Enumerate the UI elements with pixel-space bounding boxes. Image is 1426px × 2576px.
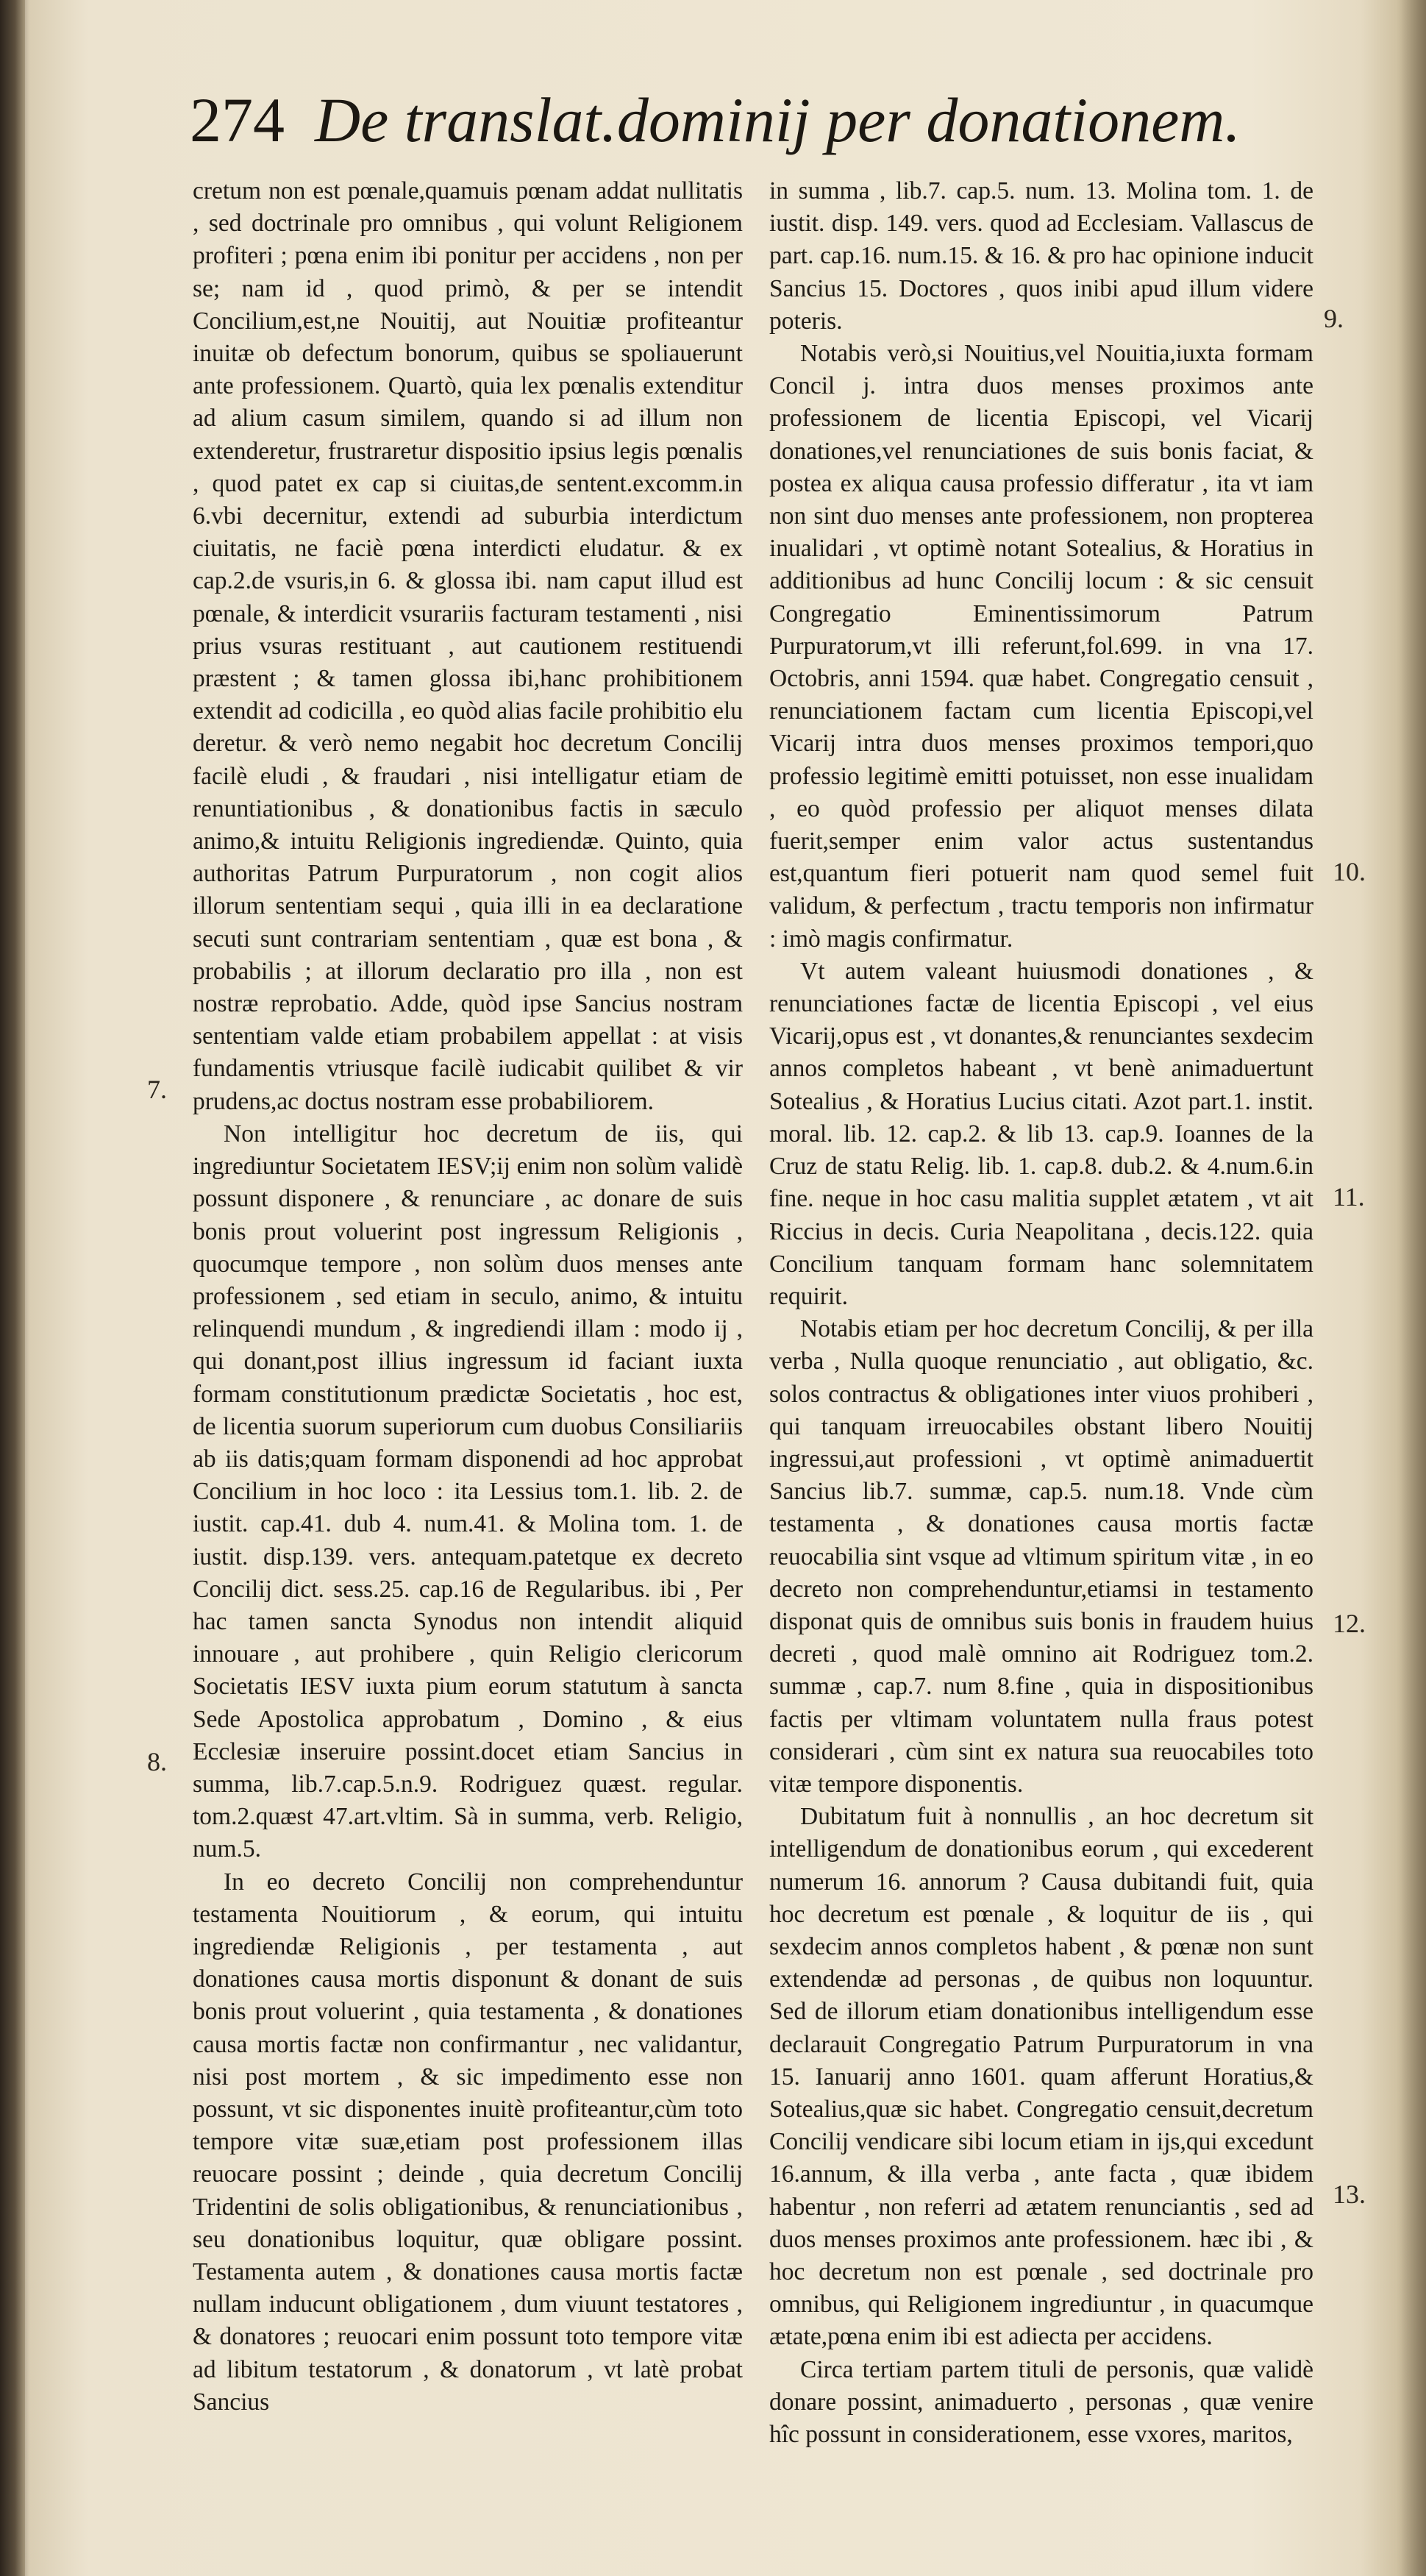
margin-number: 8. [147, 1747, 167, 1776]
paragraph: Dubitatum fuit à nonnullis , an hoc decretum sit intelligendum de donationibus eorum , qui excederent numerum 16. annorum ? Causa dubitandi fuit, quia hoc decretum est pœnale , & loquitur de iis , qui sexdecim annos completos habent , & pœnæ non sunt extendendæ ad personas , de quibus non loquuntur. Sed de illorum etiam donationibus intelligendum esse declarauit Congregatio Patrum Purpuratorum in vna 15. Ianuarij anno 1601. quam afferunt Horatius,& Sotealius,quæ sic habet. Congregatio censuit,decretum Concilij vendicare sibi locum etiam in ijs,qui excedunt 16.annum, & illa verba , ante facta , quæ ibidem habentur , non referri ad ætatem renunciantis , sed ad duos menses proximos ante professionem. hæc ibi , & hoc decretum non est pœnale , sed doctrinale pro omnibus, qui Religionem ingrediuntur , in quacumque ætate,pœna enim ibi est adiecta per accidens. [769, 1803, 1313, 2351]
margin-number: 7. [147, 1075, 167, 1104]
left-column [193, 175, 743, 2419]
margin-number: 13. [1333, 2180, 1366, 2209]
margin-number: 11. [1333, 1182, 1365, 1211]
paragraph: cretum non est pœnale,quamuis pœnam addat nullitatis , sed doctrinale pro omnibus , qui volunt Religionem profiteri ; pœna enim ibi ponitur per accidens , non per se; nam id , quod primò, & per se intendit Concilium,est,ne Nouitij, aut Nouitiæ profiteantur inuitæ ob defectum bonorum, quibus se spoliauerunt ante professionem. Quartò, quia lex pœnalis extenditur ad alium casum similem, quando si ad illum non extenderetur, frustraretur dispositio ipsius legis pœnalis , quod patet ex cap si ciuitas,de sentent.excomm.in 6.vbi decernitur, extendi ad suburbia interdictum ciuitatis, ne faciè pœna interdicti eludatur. & ex cap.2.de vsuris,in 6. & glossa ibi. nam caput illud est pœnale, & interdicit vsurariis facturam testamenti , nisi prius vsuras restituant , aut cautionem restituendi præstent ; & tamen glossa ibi,hanc prohibitionem extendit ad codicilla , eo quòd alias facile prohibitio elu deretur. & verò nemo negabit hoc decretum Concilij facilè eludi , & fraudari , nisi intelligatur etiam de renuntiationibus , & donationibus factis in sæculo animo,& intuitu Religionis ingrediendæ. Quinto, quia authoritas Patrum Purpuratorum , non cogit alios illorum sententiam sequi , quia illi in ea declaratione secuti sunt contrariam sententiam , quæ est bona , & probabilis ; at illorum declaratio pro illa , non est nostræ reprobatio. Adde, quòd ipse Sancius nostram sententiam valde etiam probabilem appellat : at visis fundamentis vtriusque facilè iudicabit quilibet & vir prudens,ac doctus nostram esse probabiliorem. [193, 177, 743, 1115]
margin-number: 9. [1324, 304, 1344, 333]
paragraph: Vt autem valeant huiusmodi donationes , & renunciationes factæ de licentia Episcopi , vel eius Vicarij,opus est , vt donantes,& renunciantes sexdecim annos completos habeant , vt benè animaduertunt Sotealius , & Horatius Lucius citati. Azot part.1. instit. moral. lib. 12. cap.2. & lib 13. cap.9. Ioannes de la Cruz de statu Relig. lib. 1. cap.8. dub.2. & 4.num.6.in fine. neque in hoc casu malitia supplet ætatem , vt ait Riccius in decis. Curia Neapolitana , decis.122. quia Concilium tanquam formam hanc solemnitatem requirit. [769, 957, 1313, 1310]
paragraph: Non intelligitur hoc decretum de iis, qui ingrediuntur Societatem IESV;ij enim non solùm validè possunt disponere , & renunciare , ac donare de suis bonis prout voluerint post ingressum Religionis , quocumque tempore , non solùm duos menses ante professionem , sed etiam in seculo, animo, & intuitu relinquendi mundum , & ingrediendi illam : modo ij , qui donant,post illius ingressum id faciant iuxta formam constitutionum prædictæ Societatis , hoc est, de licentia suorum superiorum cum duobus Consiliariis ab iis datis;quam formam disponendi ad hoc approbat Concilium in hoc loco : ita Lessius tom.1. lib. 2. de iustit. cap.41. dub 4. num.41. & Molina tom. 1. de iustit. disp.139. vers. antequam.patetque ex decreto Concilij dict. sess.25. cap.16 de Regularibus. ibi , Per hac tamen sancta Synodus non intendit aliquid innouare , aut prohibere , quin Religio clericorum Societatis IESV iuxta pium eorum statutum à sancta Sede Apostolica approbatum , Domino , & eius Ecclesiæ inseruire possint.docet etiam Sancius in summa, lib.7.cap.5.n.9. Rodriguez quæst. regular. tom.2.quæst 47.art.vltim. Sà in summa, verb. Religio, num.5. [193, 1120, 743, 1863]
paragraph: In eo decreto Concilij non comprehenduntur testamenta Nouitiorum , & eorum, qui intuitu ingrediendæ Religionis , per testamenta , aut donationes causa mortis disponunt & donant de suis bonis prout voluerint , quia testamenta , & donationes causa mortis factæ non confirmantur , nec validantur, nisi post mortem , & sic impedimento esse non possunt, vt sic disponentes inuitè profiteantur,cùm toto tempore vitæ suæ,etiam post professionem illas reuocare possint ; deinde , quia decretum Concilij Tridentini de solis obligationibus, & renunciationibus , seu donationibus loquitur, quæ obligare possint. Testamenta autem , & donationes causa mortis factæ nullam inducunt obligationem , dum viuunt testatores , & donatores ; reuocari enim possunt toto tempore vitæ ad libitum testatorum , & donatorum , vt latè probat Sancius [193, 1868, 743, 2416]
paragraph: Notabis verò,si Nouitius,vel Nouitia,iuxta formam Concil j. intra duos menses proximos ante professionem de licentia Episcopi, vel Vicarij donationes,vel renunciationes de suis bonis faciat, & postea ex aliqua causa professio differatur , ita vt iam non sint duo menses ante professionem, non propterea inualidari , vt optimè notant Sotealius, & Horatius in additionibus ad hunc Concilij locum : & sic censuit Congregatio Eminentissimorum Patrum Purpuratorum,vt illi referunt,fol.699. in vna 17. Octobris, anni 1594. quæ habet. Congregatio censuit , renunciationem factam cum licentia Episcopi,vel Vicarij intra duos menses proximos tempori,quo professio legitimè emitti potuisset, non esse inualidam , eo quòd professio per aliquot menses dilata fuerit,semper enim valor actus sustentandus est,quantum fieri potuerit nam quod semel fuit validum, & perfectum , tractu temporis non infirmatur : imò magis confirmatur. [769, 340, 1313, 953]
right-column [769, 175, 1313, 2451]
paragraph: Notabis etiam per hoc decretum Concilij, & per illa verba , Nulla quoque renunciatio , aut obligatio, &c. solos contractus & obligationes inter viuos prohiberi , qui tanquam irreuocabiles obstant libero Nouitij ingressui,aut professioni , vt optimè animaduertit Sancius lib.7. summæ, cap.5. num.18. Vnde cùm testamenta , & donationes causa mortis factæ reuocabilia sint vsque ad vltimum spiritum vitæ , in eo decreto non comprehenduntur,etiamsi in testamento disponat quis de omnibus suis bonis in fraudem huius decreti , quod malè omnino ait Rodriguez tom.2. summæ , cap.7. num 8.fine , quia in dispositionibus factis per vltimam voluntatem nulla fraus potest considerari , cùm sint ex natura sua reuocabiles toto vitæ tempore disponentis. [769, 1315, 1313, 1798]
running-title: De translat.dominij per donationem. [315, 85, 1241, 155]
paragraph: in summa , lib.7. cap.5. num. 13. Molina tom. 1. de iustit. disp. 149. vers. quod ad Ecclesiam. Vallascus de part. cap.16. num.15. & 16. & pro hac opinione inducit Sancius 15. Doctores , quos inibi apud illum videre poteris. [769, 177, 1313, 335]
margin-number: 12. [1333, 1609, 1366, 1638]
page-number: 274 [190, 85, 285, 155]
book-gutter [0, 0, 25, 2576]
page-header [190, 79, 1241, 160]
margin-number: 10. [1333, 857, 1366, 886]
page-edge-shadow [1397, 0, 1426, 2576]
paragraph: Circa tertiam partem tituli de personis, quæ validè donare possint, animaduerto , personas , quæ venire hîc possunt in considerationem, esse vxores, maritos, [769, 2355, 1313, 2449]
